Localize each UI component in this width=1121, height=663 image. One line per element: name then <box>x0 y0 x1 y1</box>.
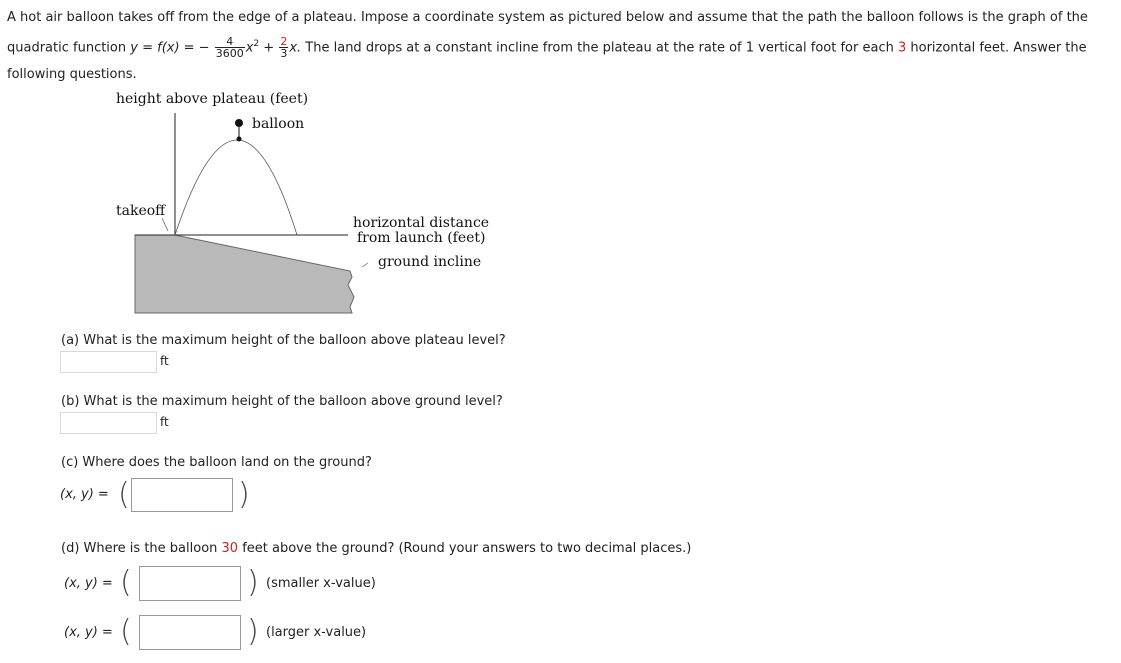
answer-d1-input[interactable] <box>139 566 241 601</box>
y-axis-label: height above plateau (feet) <box>116 91 309 107</box>
close-paren-c: ) <box>238 477 250 512</box>
takeoff-pointer <box>162 218 168 231</box>
problem-mid: The land drops at a constant incline from the plateau at the rate of 1 vertical foot for each <box>301 40 898 56</box>
plus-sign: + <box>259 40 279 56</box>
answer-c-label: (x, y) = <box>60 487 109 502</box>
answer-d2-input[interactable] <box>139 615 241 650</box>
question-a: (a) What is the maximum height of the balloon above plateau level? <box>61 333 506 348</box>
function-label: y = f(x) = − <box>130 40 210 56</box>
x2-exponent: 2 <box>253 39 260 49</box>
question-d-post: feet above the ground? (Round your answers to two decimal places.) <box>238 541 692 556</box>
fraction-2-3 <box>279 36 288 59</box>
answer-d2-label: (x, y) = <box>64 625 113 640</box>
incline-label: ground incline <box>378 254 482 270</box>
open-paren-d1: ( <box>120 565 132 600</box>
question-b: (b) What is the maximum height of the balloon above ground level? <box>61 394 503 409</box>
open-paren-c: ( <box>118 477 130 512</box>
x2-term: x <box>245 40 254 56</box>
answer-a-unit: ft <box>160 354 169 368</box>
question-c: (c) Where does the balloon land on the ground? <box>61 455 372 470</box>
answer-c-input[interactable] <box>131 478 233 512</box>
frac1-numerator: 4 <box>226 35 234 49</box>
problem-end: horizontal feet. Answer the following questions. <box>7 40 1087 83</box>
open-paren-d2: ( <box>120 614 132 649</box>
answer-a-input[interactable] <box>60 351 157 373</box>
question-d <box>61 541 691 556</box>
balloon-icon <box>235 119 243 127</box>
takeoff-label: takeoff <box>116 203 166 219</box>
answer-b-unit: ft <box>160 415 169 429</box>
x-axis-label-line1: horizontal distance <box>353 215 490 231</box>
ground-shape <box>135 235 354 313</box>
balloon-basket <box>237 137 242 142</box>
close-paren-d2: ) <box>247 614 259 649</box>
answer-d1-note: (smaller x-value) <box>266 576 376 591</box>
x-term: x. <box>289 40 302 56</box>
frac2-denominator: 3 <box>280 47 288 61</box>
problem-statement <box>7 4 1115 88</box>
problem-intro: A hot air balloon takes off from the edge of a plateau. Impose a coordinate system as pictured below and assume that the path the balloon follows is the graph of the quadratic function <box>7 10 1088 56</box>
question-d-pre: (d) Where is the balloon <box>61 541 222 556</box>
balloon-path <box>175 140 297 235</box>
answer-b-input[interactable] <box>60 412 157 434</box>
balloon-label: balloon <box>252 116 305 132</box>
fraction-4-3600 <box>215 36 245 59</box>
close-paren-d1: ) <box>247 565 259 600</box>
x-axis-label-line2: from launch (feet) <box>357 230 486 246</box>
answer-d2-note: (larger x-value) <box>266 625 367 640</box>
answer-d1-label: (x, y) = <box>64 576 113 591</box>
balloon-diagram <box>100 85 600 325</box>
incline-pointer <box>362 263 368 267</box>
question-d-highlight: 30 <box>221 541 239 556</box>
frac1-denominator: 3600 <box>215 47 244 61</box>
horizontal-feet-value: 3 <box>897 40 907 56</box>
frac2-numerator: 2 <box>280 35 288 49</box>
